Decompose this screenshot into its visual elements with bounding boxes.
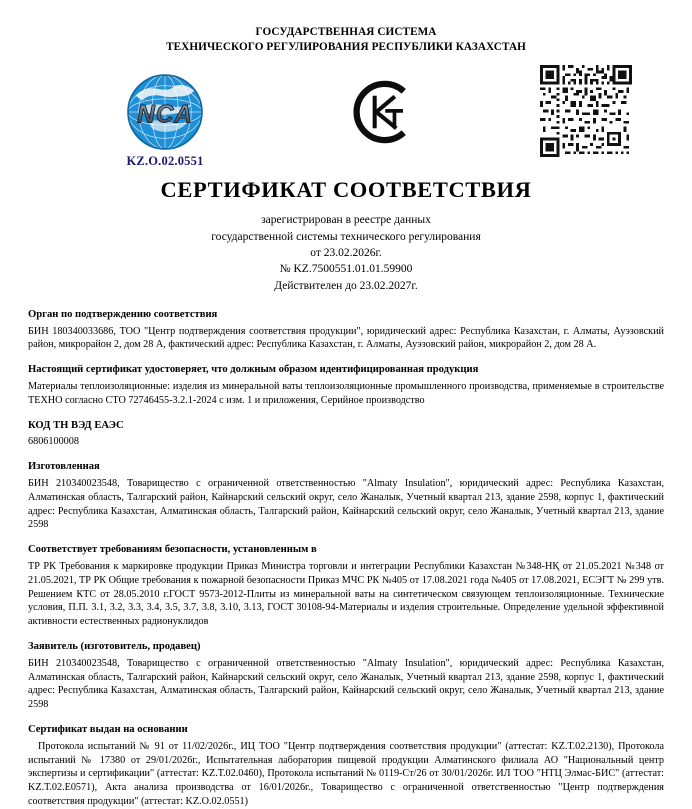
section-text: 6806100008 <box>28 436 79 448</box>
qr-code <box>540 65 632 157</box>
section-product <box>28 363 664 407</box>
conformity-mark-icon <box>346 75 420 149</box>
section-text: БИН 210340023548, Товарищество с ограниченной ответственностью "Almaty Insulation", юридический адрес: Республика Казахстан, Алматинская область, Талгарский район, Кайнарский сельский округ, село Жаналык, Учетный квартал 213, здание 2598, корпус 1, фактический адрес: Республика Казахстан, Алматинская область, Талгарский район, Кайнарский сельский округ, село Жаналык, Учетный квартал 213, здание 2598 <box>28 477 664 531</box>
section-heading: Заявитель (изготовитель, продавец) <box>28 641 201 653</box>
section-certification-body <box>28 308 664 352</box>
certificate-sections <box>28 308 664 809</box>
svg-text:NCA: NCA <box>137 101 193 129</box>
section-text: Протокола испытаний № 91 от 11/02/2026г., ИЦ ТОО "Центр подтверждения соответствия продукции" (аттестат: KZ.Т.02.2130), Протокола испытаний № 17380 от 29/01/2026г., Испытательная лаборатория пищевой продукции Алматинского филиала АО "Национальный центр экспертизы и сертификации" (аттестат: KZ.Т.02.0460), Протокола испытаний № 0119-Ст/26 от 30/01/2026г. ИЛ ТОО "НТЦ Элмас-БИС" (аттестат: KZ.Т.02.Е0571), Акта анализа производства от 16/01/2026г., Товарищество с ограниченной ответственностью "Центр подтверждения соответствия продукции" (аттестат: KZ.O.02.0551) <box>28 740 664 808</box>
title-block <box>28 177 664 294</box>
title-subtext <box>28 212 664 294</box>
section-tnved-code <box>28 419 664 450</box>
header-line-1: ГОСУДАРСТВЕННАЯ СИСТЕМА <box>255 26 437 38</box>
section-heading: КОД ТН ВЭД ЕАЭС <box>28 419 124 431</box>
document-header <box>28 0 664 55</box>
section-safety-requirements <box>28 543 664 629</box>
section-heading: Изготовленная <box>28 461 100 473</box>
page-title: СЕРТИФИКАТ СООТВЕТСТВИЯ <box>160 177 532 203</box>
section-text: БИН 210340023548, Товарищество с ограниченной ответственностью "Almaty Insulation", юридический адрес: Республика Казахстан, Алматинская область, Талгарский район, Кайнарский сельский округ, село Жаналык, Учетный квартал 213, здание 2598, корпус 1, фактический адрес: Республика Казахстан, Алматинская область, Талгарский район, Кайнарский сельский округ, село Жаналык, Учетный квартал 213, здание 2598 <box>28 657 664 711</box>
section-text: Материалы теплоизоляционные: изделия из минеральной ваты теплоизоляционные промышленного производства, применяемые в строительстве ТЕХНО согласно СТО 72746455-3.2.1-2024 с изм. 1 и приложения, Серийное производство <box>28 381 664 406</box>
section-text: ТР РК Требования к маркировке продукции Приказ Министра торговли и интеграции Республики Казахстан №348-НҚ от 21.05.2021 №348 от 21.05.2021, ТР РК Общие требования к пожарной безопасности Приказ МЧС РК №405 от 17.08.2021 года №405 от 17.08.2021, ЕСЭГТ № 299 утв. Решением КТС от 28.05.2010 г.ГОСТ 9573-2012-Плиты из минеральной ваты на синтетическом связующем теплоизоляционные. Технические условия, П.П. 3.1, 3.2, 3.3, 3.4, 3.5, 3.7, 3.8, 3.10, 3.13, ГОСТ 30108-94-Материалы и изделия строительные. Определение удельной эффективной активности естественных радионуклидов <box>28 561 664 628</box>
section-applicant <box>28 640 664 712</box>
section-manufacturer <box>28 460 664 532</box>
section-heading: Орган по подтверждению соответствия <box>28 308 218 320</box>
nca-accreditation-logo <box>100 71 230 169</box>
globe-icon <box>124 71 206 153</box>
accreditation-code: KZ.O.02.0551 <box>126 154 204 169</box>
registered-line-2: государственной системы технического регулирования <box>211 230 481 243</box>
section-heading: Сертификат выдан на основании <box>28 724 188 736</box>
logo-row <box>28 63 664 175</box>
header-line-2: ТЕХНИЧЕСКОГО РЕГУЛИРОВАНИЯ РЕСПУБЛИКИ КАЗАХСТАН <box>166 41 526 54</box>
issue-date: от 23.02.2026г. <box>310 246 382 259</box>
section-heading: Соответствует требованиям безопасности, установленным в <box>28 544 317 556</box>
section-text: БИН 180340033686, ТОО "Центр подтверждения соответствия продукции", юридический адрес: Республика Казахстан, г. Алматы, Ауэзовский район, микрорайон 2, дом 28 А, фактический адрес: Республика Казахстан, г. Алматы, Ауэзовский район, микрорайон 2, дом 28 А. <box>28 325 664 351</box>
registered-line-1: зарегистрирован в реестре данных <box>261 214 431 227</box>
section-heading: Настоящий сертификат удостоверяет, что должным образом идентифицированная продукция <box>28 364 479 376</box>
certificate-number: № KZ.7500551.01.01.59900 <box>279 263 413 276</box>
valid-until: Действителен до 23.02.2027г. <box>274 279 418 292</box>
section-basis <box>28 723 664 809</box>
